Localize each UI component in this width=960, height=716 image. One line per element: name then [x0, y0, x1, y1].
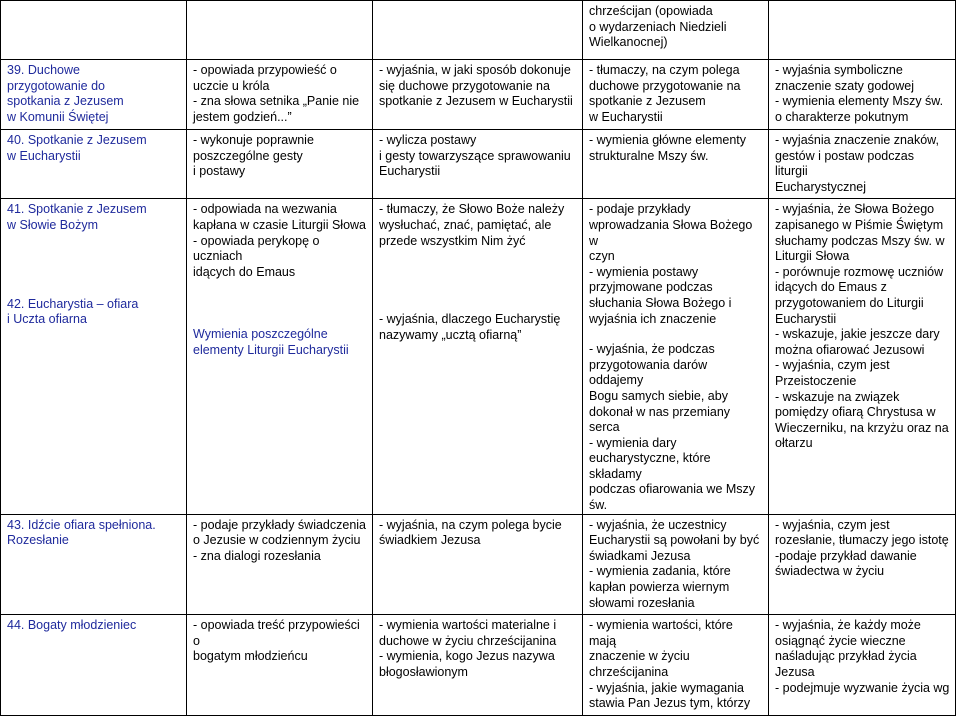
cell-topic: 44. Bogaty młodzieniec [1, 615, 187, 716]
cell-basic: - opowiada przypowieść o uczcie u króla - zna słowa setnika „Panie nie jestem godzień...” [187, 60, 373, 130]
cell-verygood [769, 1, 956, 60]
cell-basic: - podaje przykłady świadczenia o Jezusie w codziennym życiu - zna dialogi rozesłania [187, 514, 373, 615]
cell-topic [1, 1, 187, 60]
table-row [1, 514, 956, 615]
table-row [1, 199, 956, 514]
cell-verygood: - wyjaśnia znaczenie znaków, gestów i postaw podczas liturgii Eucharystycznej [769, 130, 956, 199]
cell-good: - wymienia wartości, które mają znaczenie w życiu chrześcijanina - wyjaśnia, jakie wymagania stawia Pan Jezus tym, którzy [583, 615, 769, 716]
cell-extended: - wymienia wartości materialne i duchowe w życiu chrześcijanina - wymienia, kogo Jezus nazywa błogosławionym [373, 615, 583, 716]
cell-extended [373, 1, 583, 60]
table-row [1, 615, 956, 716]
cell-verygood: - wyjaśnia, że Słowa Bożego zapisanego w Piśmie Świętym słuchamy podczas Mszy św. w Liturgii Słowa - porównuje rozmowę uczniów idących do Emaus z przygotowaniem do Liturgii Eucharystii - wskazuje, jakie jeszcze dary można ofiarować Jezusowi - wyjaśnia, czym jest Przeistoczenie - wskazuje na związek pomiędzy ofiarą Chrystusa w Wieczerniku, na krzyżu oraz na ołtarzu [769, 199, 956, 514]
table-row [1, 1, 956, 60]
cell-good: - wymienia główne elementy strukturalne Mszy św. [583, 130, 769, 199]
cell-verygood: - wyjaśnia, że każdy może osiągnąć życie wieczne naśladując przykład życia Jezusa - podejmuje wyzwanie życia wg [769, 615, 956, 716]
cell-good: - podaje przykłady wprowadzania Słowa Bożego w czyn - wymienia postawy przyjmowane podczas słuchania Słowa Bożego i wyjaśnia ich znaczenie - wyjaśnia, że podczas przygotowania darów oddajemy Bogu samych siebie, aby dokonał w nas przemiany serca - wymienia dary eucharystyczne, które składamy podczas ofiarowania we Mszy św. [583, 199, 769, 514]
cell-good: - tłumaczy, na czym polega duchowe przygotowanie na spotkanie z Jezusem w Eucharystii [583, 60, 769, 130]
cell-extended: - wyjaśnia, na czym polega bycie świadkiem Jezusa [373, 514, 583, 615]
cell-topic: 41. Spotkanie z Jezusem w Słowie Bożym 42. Eucharystia – ofiara i Uczta ofiarna [1, 199, 187, 514]
cell-verygood: - wyjaśnia symboliczne znaczenie szaty godowej - wymienia elementy Mszy św. o charakterze pokutnym [769, 60, 956, 130]
cell-extended: - wyjaśnia, w jaki sposób dokonuje się duchowe przygotowanie na spotkanie z Jezusem w Eucharystii [373, 60, 583, 130]
cell-extended: - wylicza postawy i gesty towarzyszące sprawowaniu Eucharystii [373, 130, 583, 199]
cell-basic: - odpowiada na wezwania kapłana w czasie Liturgii Słowa - opowiada perykopę o uczniach idących do Emaus Wymienia poszczególne elementy Liturgii Eucharystii [187, 199, 373, 514]
cell-verygood: - wyjaśnia, czym jest rozesłanie, tłumaczy jego istotę -podaje przykład dawanie świadectwa w życiu [769, 514, 956, 615]
cell-extended: - tłumaczy, że Słowo Boże należy wysłuchać, znać, pamiętać, ale przede wszystkim Nim żyć - wyjaśnia, dlaczego Eucharystię nazywamy „ucztą ofiarną” [373, 199, 583, 514]
cell-topic: 43. Idźcie ofiara spełniona. Rozesłanie [1, 514, 187, 615]
cell-good: chrześcijan (opowiada o wydarzeniach Niedzieli Wielkanocnej) [583, 1, 769, 60]
table-row [1, 130, 956, 199]
cell-good: - wyjaśnia, że uczestnicy Eucharystii są powołani by być świadkami Jezusa - wymienia zadania, które kapłan powierza wiernym słowami rozesłania [583, 514, 769, 615]
cell-basic [187, 1, 373, 60]
cell-topic: 40. Spotkanie z Jezusem w Eucharystii [1, 130, 187, 199]
table-row [1, 60, 956, 130]
cell-basic: - wykonuje poprawnie poszczególne gesty i postawy [187, 130, 373, 199]
cell-basic: - opowiada treść przypowieści o bogatym młodzieńcu [187, 615, 373, 716]
cell-topic: 39. Duchowe przygotowanie do spotkania z Jezusem w Komunii Świętej [1, 60, 187, 130]
